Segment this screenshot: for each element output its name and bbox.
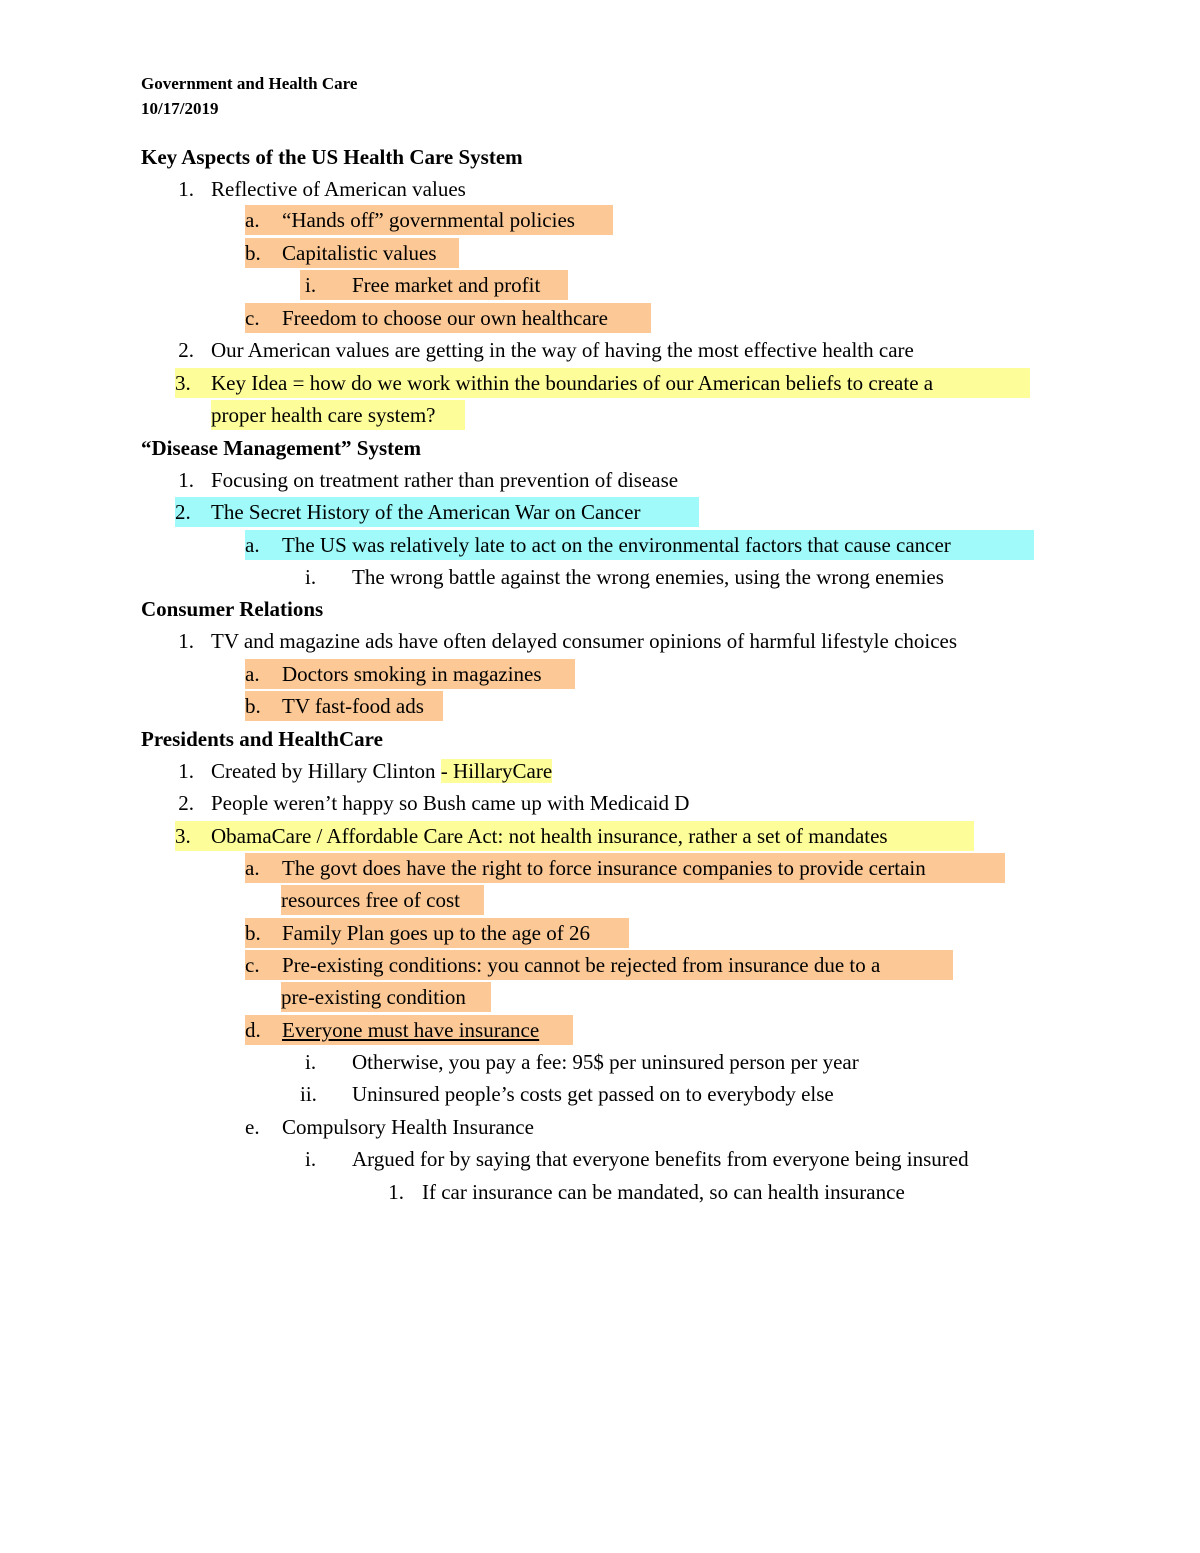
list-item-continuation: resources free of cost	[281, 885, 484, 915]
document-title: Government and Health Care	[141, 74, 358, 93]
list-item: a. “Hands off” governmental policies	[245, 205, 613, 235]
section-heading-presidents: Presidents and HealthCare	[141, 727, 383, 751]
list-item: 3. ObamaCare / Affordable Care Act: not health insurance, rather a set of mandates	[175, 821, 974, 851]
list-item: a. Doctors smoking in magazines	[245, 659, 575, 689]
list-item: d. Everyone must have insurance	[245, 1015, 573, 1045]
document-date: 10/17/2019	[141, 99, 219, 118]
list-item-continuation: pre-existing condition	[281, 982, 491, 1012]
list-item: b. Family Plan goes up to the age of 26	[245, 918, 629, 948]
section-heading-key-aspects: Key Aspects of the US Health Care System	[141, 145, 523, 169]
list-item: b. Capitalistic values	[245, 238, 459, 268]
section-heading-disease-management: “Disease Management” System	[141, 436, 421, 460]
list-item: i. Free market and profit	[300, 270, 568, 300]
highlighted-text: - HillaryCare	[440, 759, 553, 783]
list-item: 2. The Secret History of the American War on Cancer	[175, 497, 699, 527]
list-item: c. Pre-existing conditions: you cannot be rejected from insurance due to a	[245, 950, 953, 980]
list-item-continuation: proper health care system?	[211, 400, 465, 430]
document-page: Government and Health Care 10/17/2019 Key Aspects of the US Health Care System 1. Reflective of American values a. “Hands off” governmental policies b. Capitalistic values i. Free market and profit c. Freedom to choose our own healthcare 2. Our American values are getting in the way of having the most effective health care 3. Key Idea = how do we work within the boundaries of our American beliefs to create a proper health care system? “Disease Management” System 1. Focusing on treatment rather than prevention of disease 2. The Secret History of the American War on Cancer a. The US was relatively late to act on the environmental factors that cause cancer i. The wrong battle against the wrong enemies, using the wrong enemies Consumer Relations 1. TV and magazine ads have often delayed consumer opinions of harmful lifestyle choices a. Doctors smoking in magazines b. TV fast-food ads Presidents and HealthCare 1. Created by Hillary Clinton - HillaryCare 2. People weren’t happy so Bush came up with Medicaid D 3. ObamaCare / Affordable Care Act: not health insurance, rather a set of mandates a. The govt does have the right to force insurance companies to provide certain resources free of cost b. Family Plan goes up to the age of 26 c. Pre-existing conditions: you cannot be rejected from insurance due to a pre-existing condition d. Everyone must have insurance i. Otherwise, you pay a fee: 95$ per uninsured person per year ii. Uninsured people’s costs get passed on to everybody else e. Compulsory Health Insurance i. Argued for by saying that everyone benefits from everyone being insured 1. If car insurance can be mandated, so can health insurance	[0, 0, 1200, 1553]
list-item: c. Freedom to choose our own healthcare	[245, 303, 651, 333]
list-item: b. TV fast-food ads	[245, 691, 443, 721]
list-item: 3. Key Idea = how do we work within the boundaries of our American beliefs to create a	[175, 368, 1030, 398]
section-heading-consumer-relations: Consumer Relations	[141, 597, 324, 621]
list-item: a. The govt does have the right to force insurance companies to provide certain	[245, 853, 1005, 883]
list-item: a. The US was relatively late to act on the environmental factors that cause cancer	[245, 530, 1034, 560]
